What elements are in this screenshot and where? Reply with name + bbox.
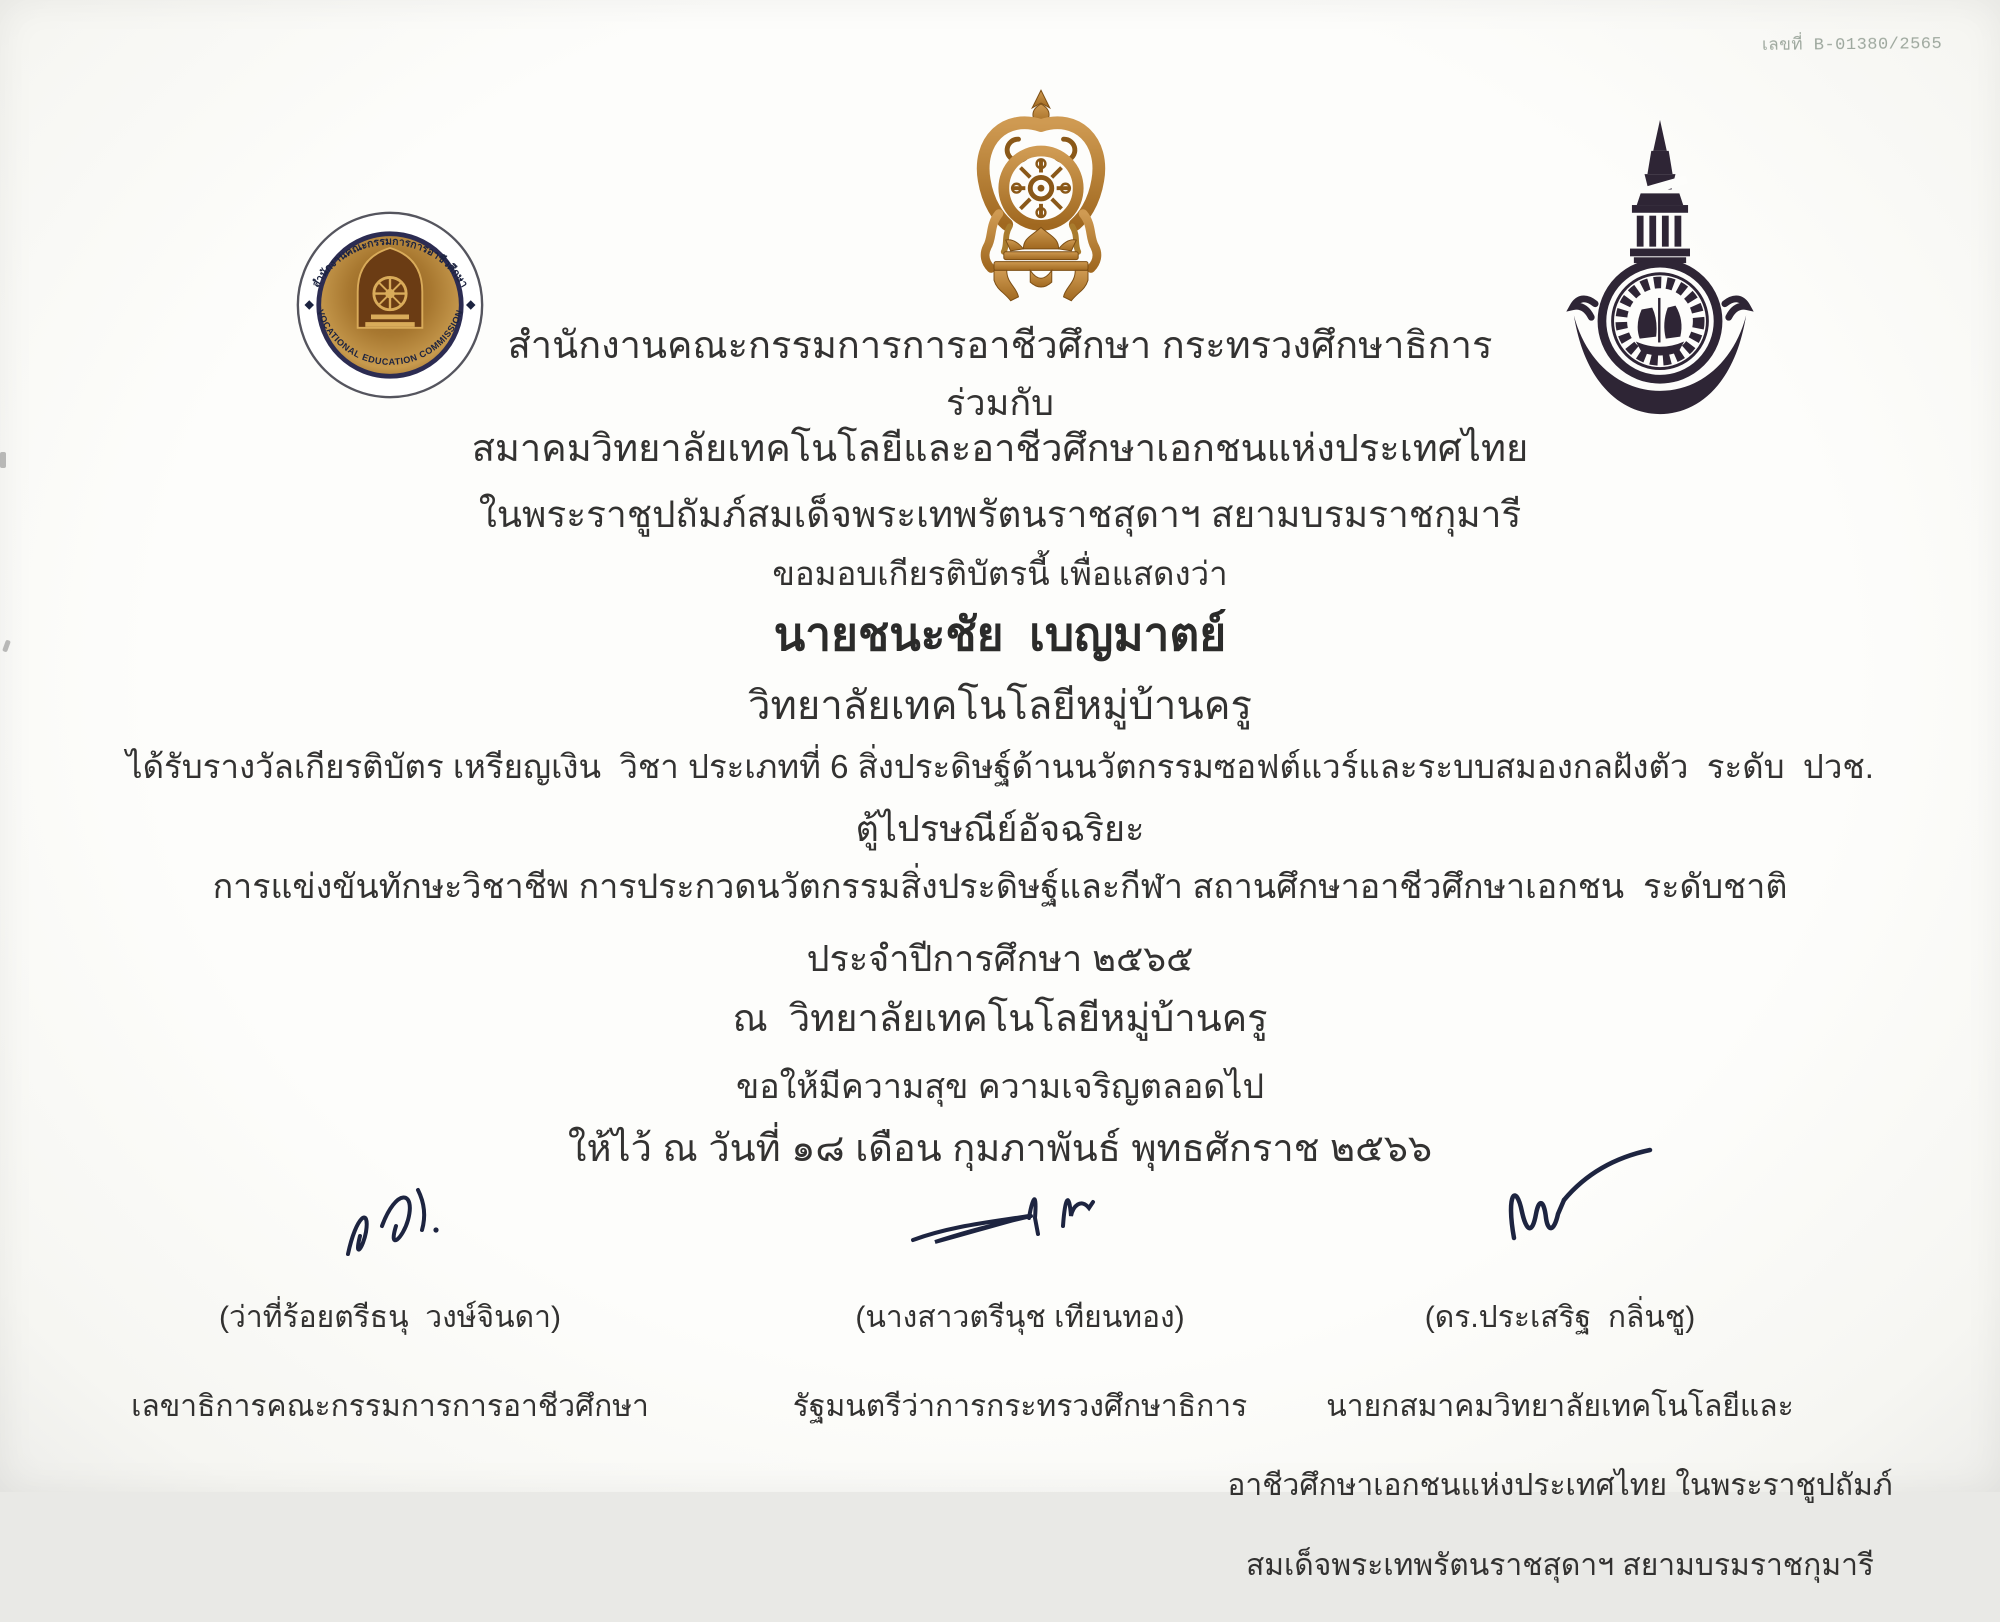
blessing-line: ขอให้มีความสุข ความเจริญตลอดไป [735, 1068, 1265, 1106]
signatory-left-title: เลขาธิการคณะกรรมการการอาชีวศึกษา [131, 1390, 649, 1423]
vocational-education-commission-seal-icon [292, 210, 488, 400]
signatory-right-title-2: อาชีวศึกษาเอกชนแห่งประเทศไทย ในพระราชูปถัมภ์ [1227, 1469, 1893, 1503]
certificate-number: เลขที่ B-01380/2565 [1761, 35, 1943, 56]
signature-center-icon [905, 1178, 1125, 1256]
signatory-center-name: (นางสาวตรีนุช เทียนทอง) [855, 1301, 1185, 1334]
issuer-line: สำนักงานคณะกรรมการการอาชีวศึกษา กระทรวงศึกษาธิการ [507, 325, 1493, 367]
joint-line: ร่วมกับ [946, 382, 1054, 423]
private-college-association-emblem-icon [1556, 116, 1764, 416]
association-line: สมาคมวิทยาลัยเทคโนโลยีและอาชีวศึกษาเอกชนแห่งประเทศไทย [471, 428, 1529, 470]
academic-year-line: ประจำปีการศึกษา ๒๕๖๕ [806, 938, 1194, 979]
venue-line: ณ วิทยาลัยเทคโนโลยีหมู่บ้านครู [732, 998, 1268, 1040]
issued-date-line: ให้ไว้ ณ วันที่ ๑๘ เดือน กุมภาพันธ์ พุทธศักราช ๒๕๖๖ [567, 1128, 1433, 1170]
signatory-center-title: รัฐมนตรีว่าการกระทรวงศึกษาธิการ [792, 1390, 1248, 1423]
seal-ring-text-top: สำนักงานคณะกรรมการการอาชีวศึกษา [310, 236, 470, 290]
signatory-right-name: (ดร.ประเสริฐ กลิ่นชู) [1424, 1301, 1696, 1334]
seal-ring-text-bottom: VOCATIONAL EDUCATION COMMISSION [315, 308, 465, 367]
recipient-institution: วิทยาลัยเทคโนโลยีหมู่บ้านครู [748, 684, 1252, 728]
signatory-right-title-1: นายกสมาคมวิทยาลัยเทคโนโลยีและ [1326, 1390, 1794, 1423]
signatory-left-name: (ว่าที่ร้อยตรีธนุ วงษ์จินดา) [219, 1301, 561, 1334]
signatory-right-title-3: สมเด็จพระเทพรัตนราชสุดาฯ สยามบรมราชกุมารี [1245, 1548, 1875, 1582]
recipient-name: นายชนะชัย เบญมาตย์ [773, 608, 1227, 660]
signature-right-icon [1492, 1146, 1662, 1258]
award-achievement-line: ได้รับรางวัลเกียรติบัตร เหรียญเงิน วิชา ประเภทที่ 6 สิ่งประดิษฐ์ด้านนวัตกรรมซอฟต์แวร์และระบบสมองกลฝังตัว ระดับ ปวช. [126, 748, 1874, 785]
patronage-line: ในพระราชูปถัมภ์สมเด็จพระเทพรัตนราชสุดาฯ สยามบรมราชกุมารี [478, 494, 1522, 535]
presentation-line: ขอมอบเกียรติบัตรนี้ เพื่อแสดงว่า [772, 555, 1228, 592]
ministry-of-education-emblem-icon [948, 86, 1134, 306]
signatory-center [745, 1258, 1295, 1463]
competition-line: การแข่งขันทักษะวิชาชีพ การประกวดนวัตกรรมสิ่งประดิษฐ์และกีฬา สถานศึกษาอาชีวศึกษาเอกชน ระดับชาติ [212, 868, 1788, 906]
signatory-right [1215, 1258, 1905, 1622]
project-title: ตู้ไปรษณีย์อัจฉริยะ [855, 808, 1145, 849]
signatory-left [115, 1258, 665, 1463]
